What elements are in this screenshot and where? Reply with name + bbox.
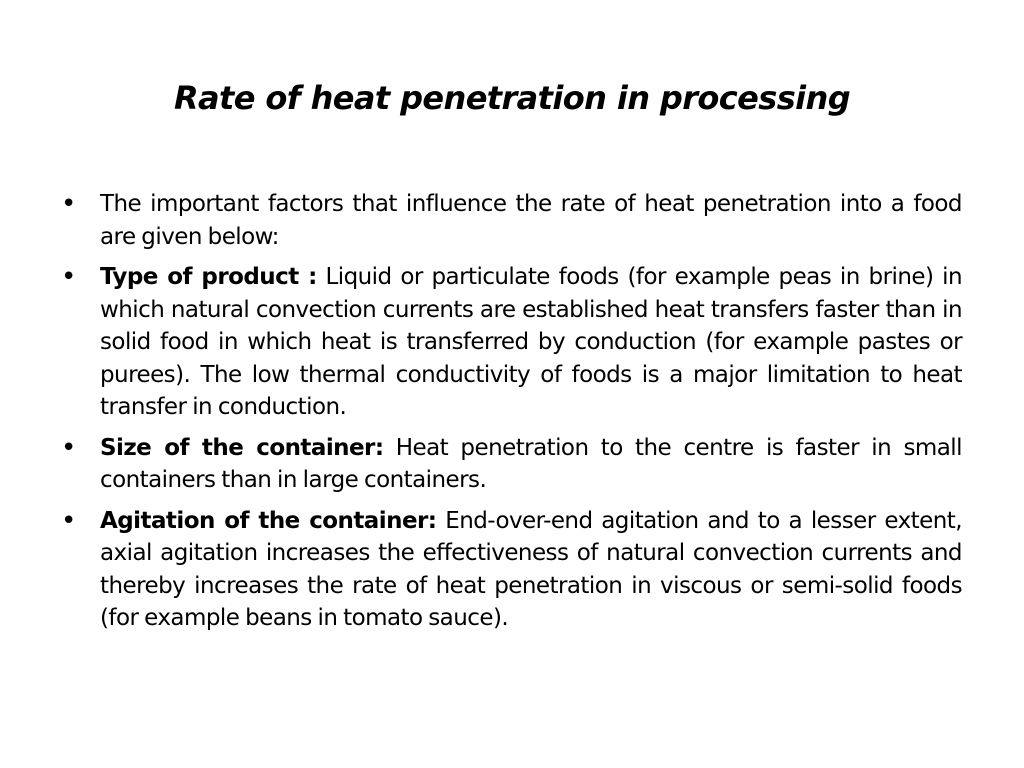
bullet-text: End-over-end agitation and to a lesser extent, axial agitation increases the effectiveness of natural convection currents and thereby increases the rate of heat penetration in viscous or semi-solid foods (for example beans in tomato sauce). [100,507,962,631]
bullet-item [61,432,962,497]
bullet-dot-icon: • [61,505,76,536]
bullet-item [61,505,962,635]
bullet-item [61,261,962,424]
bullet-text: Heat penetration to the centre is faster in small containers than in large containers. [100,434,962,493]
bullet-list [61,188,962,643]
bullet-dot-icon: • [61,189,76,219]
bullet-label: Agitation of the container: [100,507,437,534]
bullet-dot-icon: • [61,432,76,463]
bullet-label: Size of the container: [100,434,384,461]
bullet-text: The important factors that influence the rate of heat penetration into a food are given below: [100,191,962,250]
bullet-dot-icon: • [61,262,76,292]
bullet-label: Type of product : [100,264,317,290]
bullet-text: Liquid or particulate foods (for example peas in brine) in which natural convection currents are established heat transfers faster than in solid food in which heat is transferred by conduction (for example pastes or purees). The low thermal conductivity of foods is a major limitation to heat transfer in conduction. [100,264,962,420]
bullet-item [61,188,962,253]
slide-title: Rate of heat penetration in processing [173,79,851,117]
